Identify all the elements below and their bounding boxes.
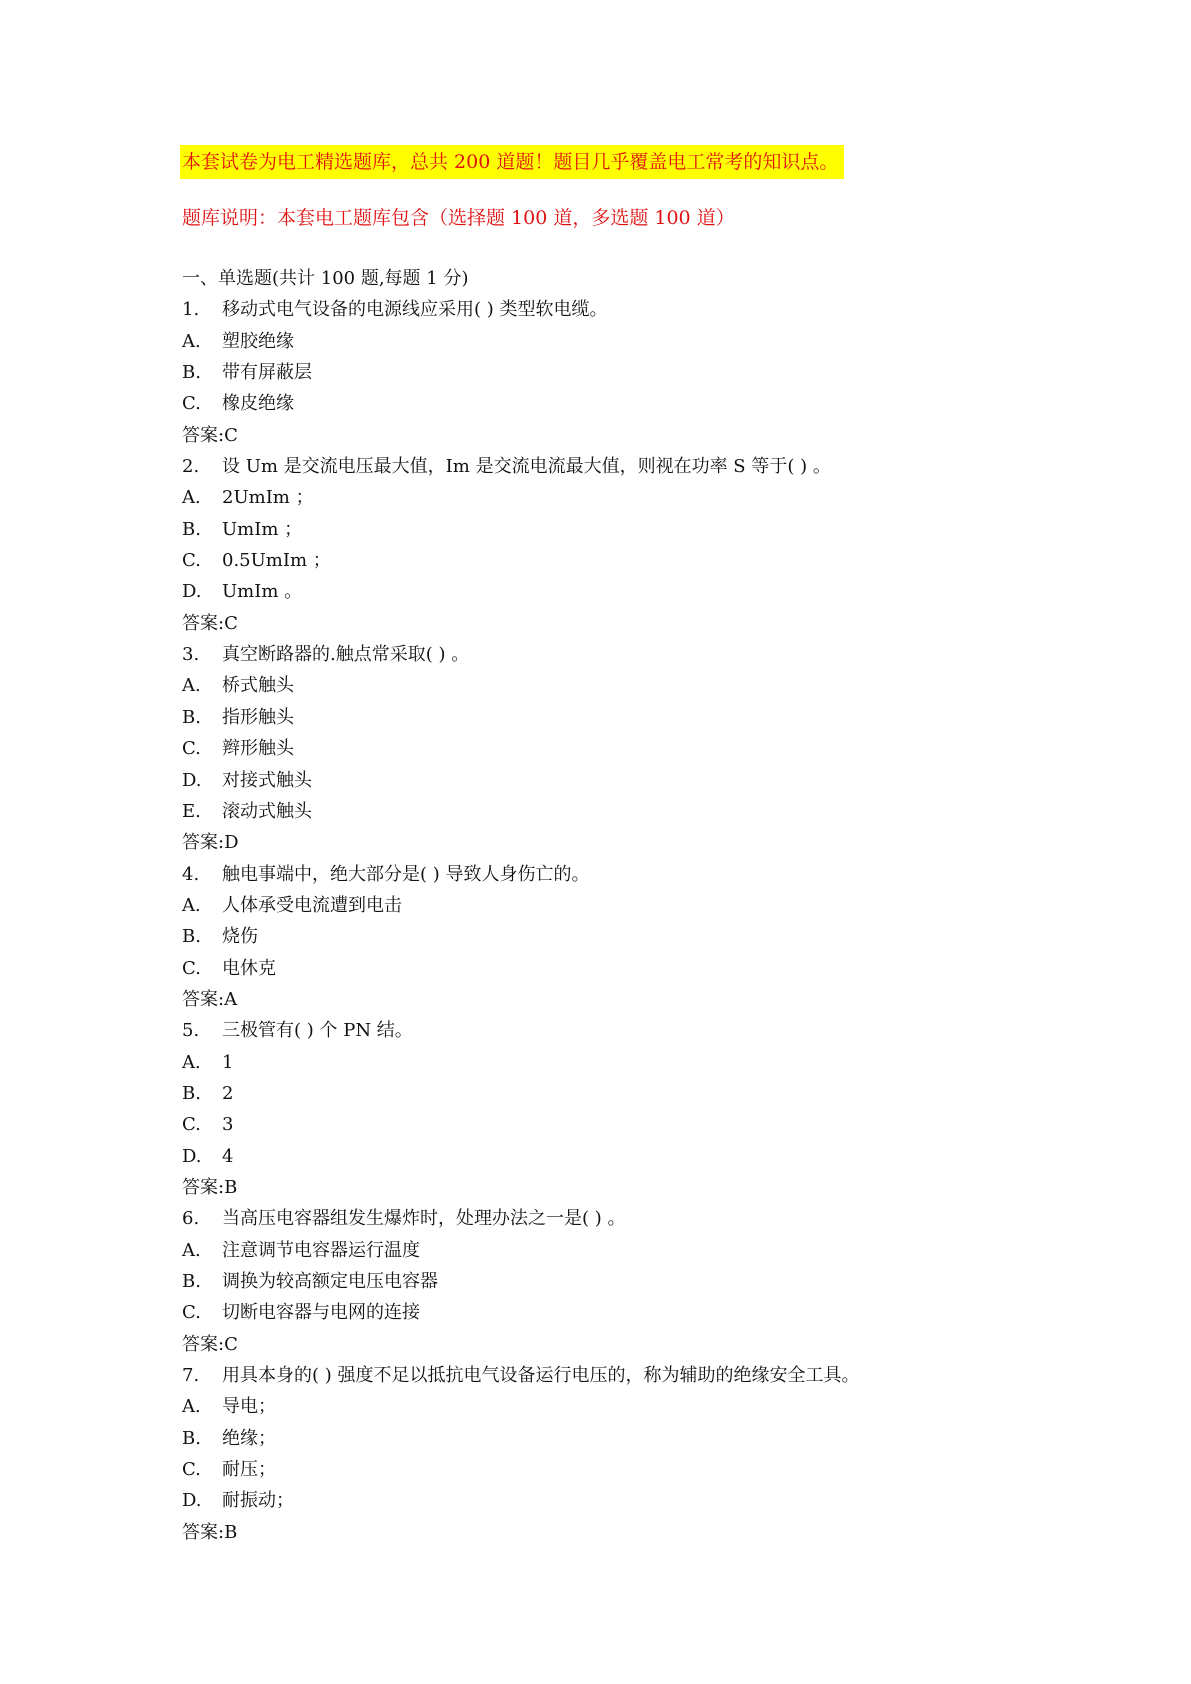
option-text: 导电； [222, 1396, 276, 1418]
question-block [182, 859, 1142, 1016]
question-block [182, 1360, 1142, 1548]
option-item [182, 326, 1142, 357]
option-letter: A. [182, 1051, 201, 1073]
option-letter: C. [182, 1302, 201, 1324]
answer-value: D [224, 832, 239, 854]
option-item [182, 1297, 1142, 1328]
question-block [182, 639, 1142, 858]
option-item [182, 576, 1142, 607]
answer-value: C [224, 424, 238, 446]
option-text: 3 [222, 1114, 234, 1136]
option-text: UmIm ； [222, 518, 303, 540]
option-text: 桥式触头 [222, 675, 294, 697]
question-number: 5. [182, 1020, 200, 1042]
option-item [182, 1391, 1142, 1422]
question-block [182, 1015, 1142, 1203]
question-number: 1. [182, 299, 200, 321]
answer-label: 答案: [182, 1176, 225, 1198]
option-item [182, 1266, 1142, 1297]
answer-line [182, 608, 1142, 639]
option-item [182, 890, 1142, 921]
option-letter: D. [182, 1145, 202, 1167]
answer-label: 答案: [182, 424, 225, 446]
option-letter: A. [182, 1239, 201, 1261]
question-stem [182, 639, 1142, 670]
option-item [182, 514, 1142, 545]
answer-label: 答案: [182, 1521, 225, 1543]
question-stem [182, 1203, 1142, 1234]
answer-line [182, 984, 1142, 1015]
option-item [182, 1109, 1142, 1140]
question-text: 真空断路器的.触点常采取( ) 。 [222, 644, 470, 666]
option-letter: B. [182, 362, 201, 384]
answer-value: C [224, 612, 238, 634]
answer-label: 答案: [182, 988, 225, 1010]
question-number: 2. [182, 456, 200, 478]
answer-value: B [224, 1521, 238, 1543]
option-letter: C. [182, 393, 201, 415]
option-item [182, 357, 1142, 388]
answer-value: B [224, 1176, 238, 1198]
option-text: 电休克 [222, 957, 276, 979]
option-item [182, 1423, 1142, 1454]
option-letter: A. [182, 330, 201, 352]
option-letter: B. [182, 518, 201, 540]
option-text: 辫形触头 [222, 738, 294, 760]
option-text: 塑胶绝缘 [222, 330, 294, 352]
option-text: 带有屏蔽层 [222, 362, 312, 384]
option-letter: D. [182, 769, 202, 791]
option-text: 人体承受电流遭到电击 [222, 894, 402, 916]
option-item [182, 796, 1142, 827]
question-text: 设 Um 是交流电压最大值，Im 是交流电流最大值，则视在功率 S 等于( ) 。 [222, 456, 831, 478]
option-item [182, 733, 1142, 764]
option-text: UmIm 。 [222, 581, 303, 603]
option-item [182, 1235, 1142, 1266]
question-text: 触电事端中，绝大部分是( ) 导致人身伤亡的。 [222, 863, 590, 885]
question-text: 当高压电容器组发生爆炸时，处理办法之一是( ) 。 [222, 1208, 626, 1230]
option-item [182, 388, 1142, 419]
option-item [182, 1141, 1142, 1172]
option-letter: B. [182, 1427, 201, 1449]
question-stem [182, 1015, 1142, 1046]
option-letter: A. [182, 487, 201, 509]
option-item [182, 921, 1142, 952]
option-item [182, 545, 1142, 576]
answer-value: A [224, 988, 238, 1010]
option-text: 1 [222, 1051, 234, 1073]
option-item [182, 670, 1142, 701]
questions-container [182, 294, 1142, 1548]
question-stem [182, 294, 1142, 325]
question-stem [182, 451, 1142, 482]
question-number: 3. [182, 644, 200, 666]
option-text: 对接式触头 [222, 769, 312, 791]
option-item [182, 702, 1142, 733]
answer-line [182, 1172, 1142, 1203]
option-item [182, 1047, 1142, 1078]
option-text: 2 [222, 1082, 234, 1104]
option-letter: C. [182, 1459, 201, 1481]
option-text: 4 [222, 1145, 234, 1167]
option-letter: C. [182, 550, 201, 572]
option-letter: E. [182, 800, 201, 822]
answer-line [182, 1329, 1142, 1360]
option-item [182, 1078, 1142, 1109]
option-letter: B. [182, 926, 201, 948]
option-text: 0.5UmIm ； [222, 550, 331, 572]
question-list [182, 263, 1142, 1548]
option-text: 切断电容器与电网的连接 [222, 1302, 420, 1324]
option-item [182, 765, 1142, 796]
option-text: 烧伤 [222, 926, 258, 948]
option-letter: D. [182, 581, 202, 603]
option-letter: B. [182, 1082, 201, 1104]
question-text: 用具本身的( ) 强度不足以抵抗电气设备运行电压的，称为辅助的绝缘安全工具。 [222, 1365, 860, 1387]
answer-label: 答案: [182, 832, 225, 854]
section-title: 一、单选题(共计 100 题,每题 1 分) [182, 268, 469, 289]
question-number: 7. [182, 1365, 200, 1387]
question-stem [182, 1360, 1142, 1391]
answer-line [182, 1517, 1142, 1548]
question-block [182, 294, 1142, 451]
option-text: 注意调节电容器运行温度 [222, 1239, 420, 1261]
answer-line [182, 420, 1142, 451]
option-letter: C. [182, 1114, 201, 1136]
option-text: 滚动式触头 [222, 800, 312, 822]
option-text: 耐压； [222, 1459, 276, 1481]
option-letter: B. [182, 706, 201, 728]
option-letter: B. [182, 1271, 201, 1292]
option-letter: C. [182, 957, 201, 979]
option-text: 耐振动； [222, 1490, 294, 1512]
option-text: 2UmIm ； [222, 487, 314, 509]
question-text: 移动式电气设备的电源线应采用( ) 类型软电缆。 [222, 299, 608, 321]
option-letter: C. [182, 738, 201, 760]
question-number: 6. [182, 1208, 200, 1230]
option-text: 绝缘； [222, 1427, 276, 1449]
highlighted-notice: 本套试卷为电工精选题库，总共 200 道题！题目几乎覆盖电工常考的知识点。 [180, 145, 844, 179]
option-text: 橡皮绝缘 [222, 393, 294, 415]
question-text: 三极管有( ) 个 PN 结。 [222, 1020, 413, 1042]
option-letter: A. [182, 675, 201, 697]
question-block [182, 1203, 1142, 1360]
option-letter: A. [182, 894, 201, 916]
answer-label: 答案: [182, 612, 225, 634]
option-item [182, 953, 1142, 984]
option-item [182, 1485, 1142, 1516]
answer-value: C [224, 1333, 238, 1355]
question-block [182, 451, 1142, 639]
question-number: 4. [182, 863, 200, 885]
option-letter: D. [182, 1490, 202, 1512]
option-item [182, 482, 1142, 513]
answer-label: 答案: [182, 1333, 225, 1355]
option-text: 调换为较高额定电压电容器 [222, 1271, 438, 1292]
option-item [182, 1454, 1142, 1485]
bank-description: 题库说明：本套电工题库包含（选择题 100 道，多选题 100 道） [182, 207, 735, 229]
question-stem [182, 859, 1142, 890]
answer-line [182, 827, 1142, 858]
option-text: 指形触头 [222, 706, 294, 728]
option-letter: A. [182, 1396, 201, 1418]
